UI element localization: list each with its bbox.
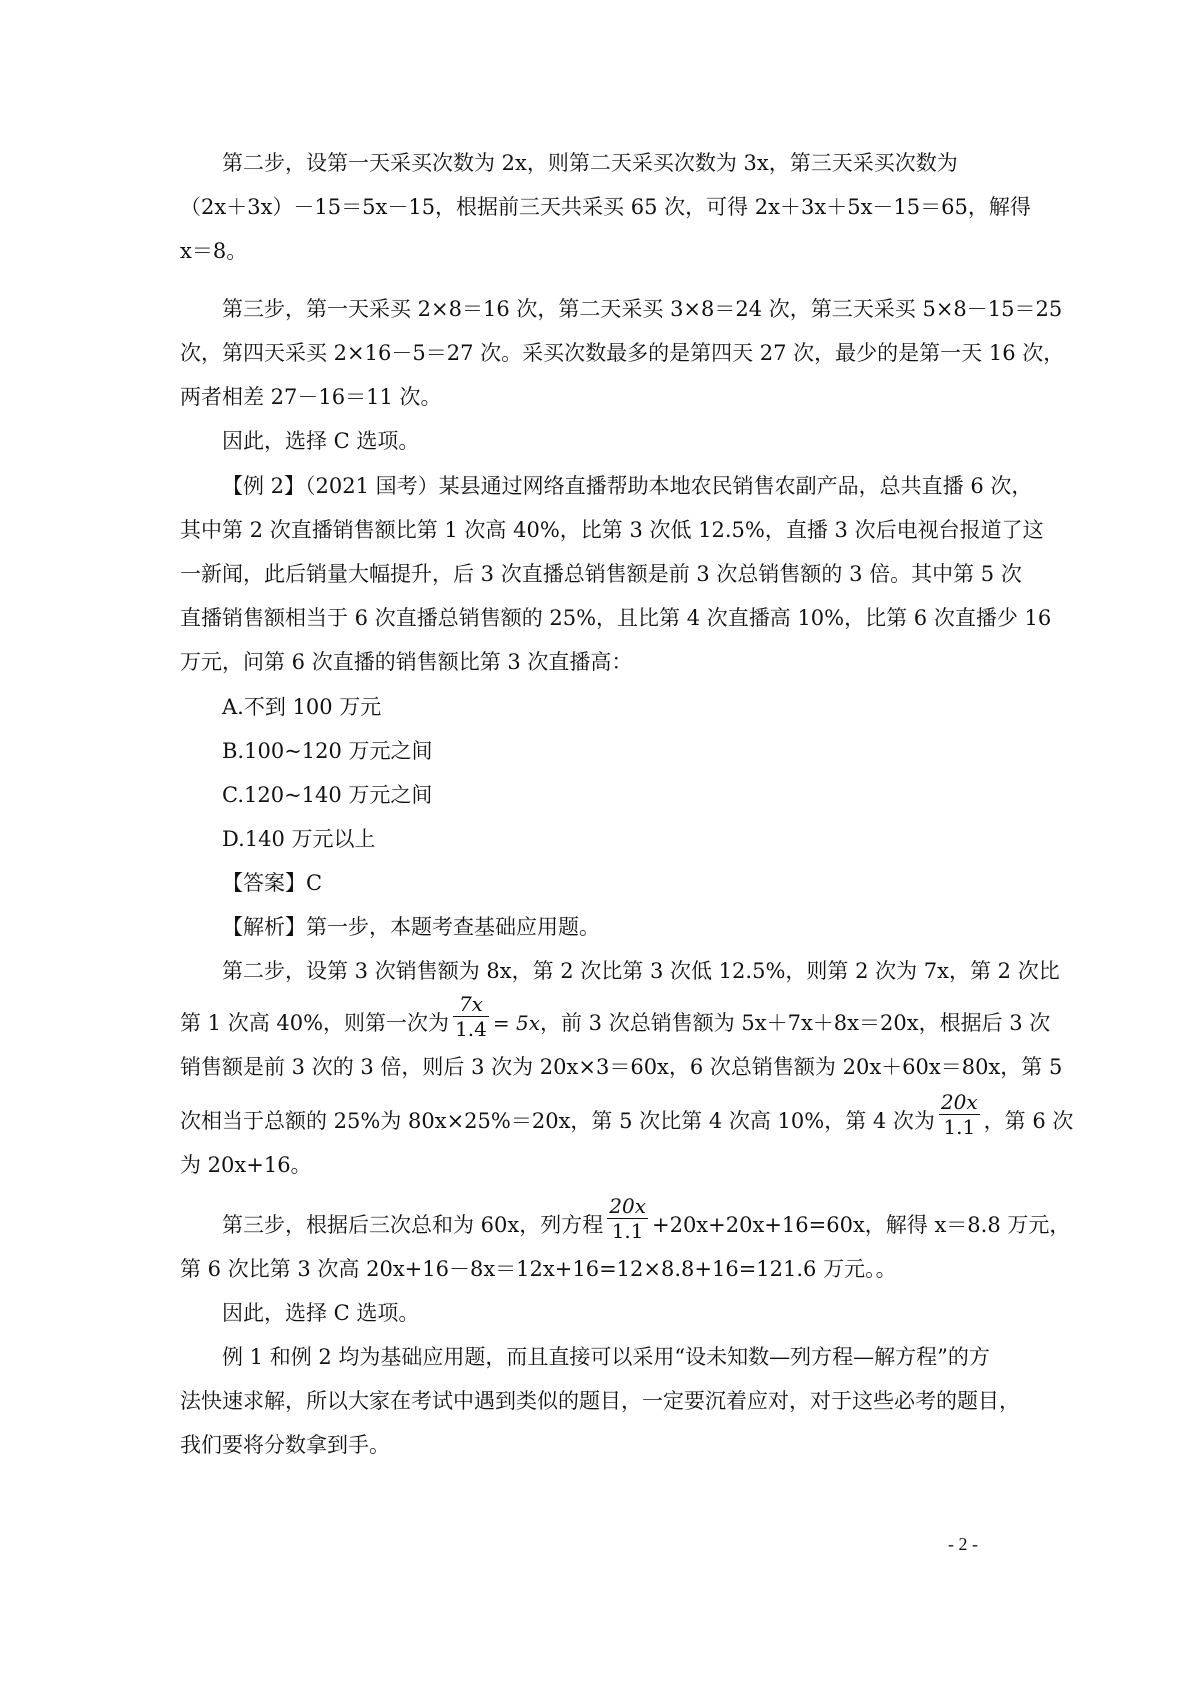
option-b: B.100~120 万元之间 (222, 739, 433, 763)
option-d: D.140 万元以上 (222, 827, 376, 851)
text-segment: ，前 3 次总销售额为 5x＋7x＋8x＝20x，根据后 3 次 (540, 1011, 1051, 1035)
text-line: 一新闻，此后销量大幅提升，后 3 次直播总销售额是前 3 次总销售额的 3 倍。其中第 5 次 (180, 562, 1022, 586)
text-line: 例 1 和例 2 均为基础应用题，而且直接可以采用“设未知数—列方程—解方程”的方 (222, 1345, 990, 1369)
text-line: 万元，问第 6 次直播的销售额比第 3 次直播高： (180, 650, 633, 674)
option-a: A.不到 100 万元 (222, 695, 382, 719)
fraction-denominator: 1.4 (455, 1017, 487, 1041)
fraction-7x-over-1.4 (453, 992, 489, 1041)
fraction-denominator: 1.1 (611, 1219, 644, 1243)
text-line: 两者相差 27－16＝11 次。 (180, 385, 442, 409)
text-line: 第三步，第一天采买 2×8＝16 次，第二天采买 3×8＝24 次，第三天采买 5×8－15＝25 (222, 297, 1063, 321)
text-line: 第二步，设第 3 次销售额为 8x，第 2 次比第 3 次低 12.5%，则第 2 次为 7x，第 2 次比 (222, 959, 1060, 983)
fraction-numerator: 20x (940, 1090, 978, 1114)
analysis-line: 【解析】第一步，本题考查基础应用题。 (222, 915, 600, 939)
text-line: 其中第 2 次直播销售额比第 1 次高 40%，比第 3 次低 12.5%，直播 3 次后电视台报道了这 (180, 518, 1044, 542)
text-line: 第二步，设第一天采买次数为 2x，则第二天采买次数为 3x，第三天采买次数为 (222, 151, 958, 175)
text-line: 我们要将分数拿到手。 (180, 1433, 390, 1457)
text-segment: 第三步，根据后三次总和为 60x，列方程 (222, 1213, 604, 1237)
text-line: 直播销售额相当于 6 次直播总销售额的 25%，且比第 4 次直播高 10%，比第 6 次直播少 16 (180, 606, 1052, 630)
text-line: 因此，选择 C 选项。 (222, 1301, 420, 1325)
text-line: 第 6 次比第 3 次高 20x+16－8x＝12x+16=12×8.8+16=121.6 万元。。 (180, 1257, 897, 1281)
text-line: 为 20x+16。 (180, 1153, 312, 1177)
text-line: x＝8。 (180, 239, 248, 263)
text-segment: 第 1 次高 40%，则第一次为 (180, 1011, 450, 1035)
fraction-numerator: 7x (458, 992, 483, 1016)
example-heading: 【例 2】（2021 国考）某县通过网络直播帮助本地农民销售农副产品，总共直播 6 次， (222, 474, 1033, 498)
fraction-denominator: 1.1 (943, 1115, 976, 1139)
page-number: - 2 - (948, 1534, 978, 1554)
option-c: C.120~140 万元之间 (222, 783, 433, 807)
text-line-with-fraction (222, 1194, 1071, 1251)
text-line: （2x＋3x）－15＝5x－15，根据前三天共采买 65 次，可得 2x＋3x＋5x－15＝65，解得 (180, 195, 1031, 219)
text-segment: ，第 6 次 (983, 1109, 1074, 1133)
answer-line: 【答案】C (222, 871, 323, 895)
text-segment: +20x+20x+16=60x，解得 x＝8.8 万元， (651, 1213, 1071, 1237)
equation-tail: = 5x (492, 1011, 540, 1035)
text-line-with-fraction (180, 992, 1051, 1049)
fraction-20x-over-1.1 (607, 1194, 648, 1243)
fraction-20x-over-1.1 (939, 1090, 980, 1139)
text-line: 销售额是前 3 次的 3 倍，则后 3 次为 20x×3＝60x，6 次总销售额为 20x＋60x＝80x，第 5 (180, 1055, 1063, 1079)
text-segment: 次相当于总额的 25%为 80x×25%＝20x，第 5 次比第 4 次高 10%，第 4 次为 (180, 1109, 935, 1133)
text-line: 因此，选择 C 选项。 (222, 429, 420, 453)
text-line-with-fraction (180, 1090, 1074, 1147)
text-line: 次，第四天采买 2×16－5＝27 次。采买次数最多的是第四天 27 次，最少的是第一天 16 次， (180, 341, 1065, 365)
text-line: 法快速求解，所以大家在考试中遇到类似的题目，一定要沉着应对，对于这些必考的题目， (180, 1389, 1020, 1413)
fraction-numerator: 20x (609, 1194, 646, 1218)
